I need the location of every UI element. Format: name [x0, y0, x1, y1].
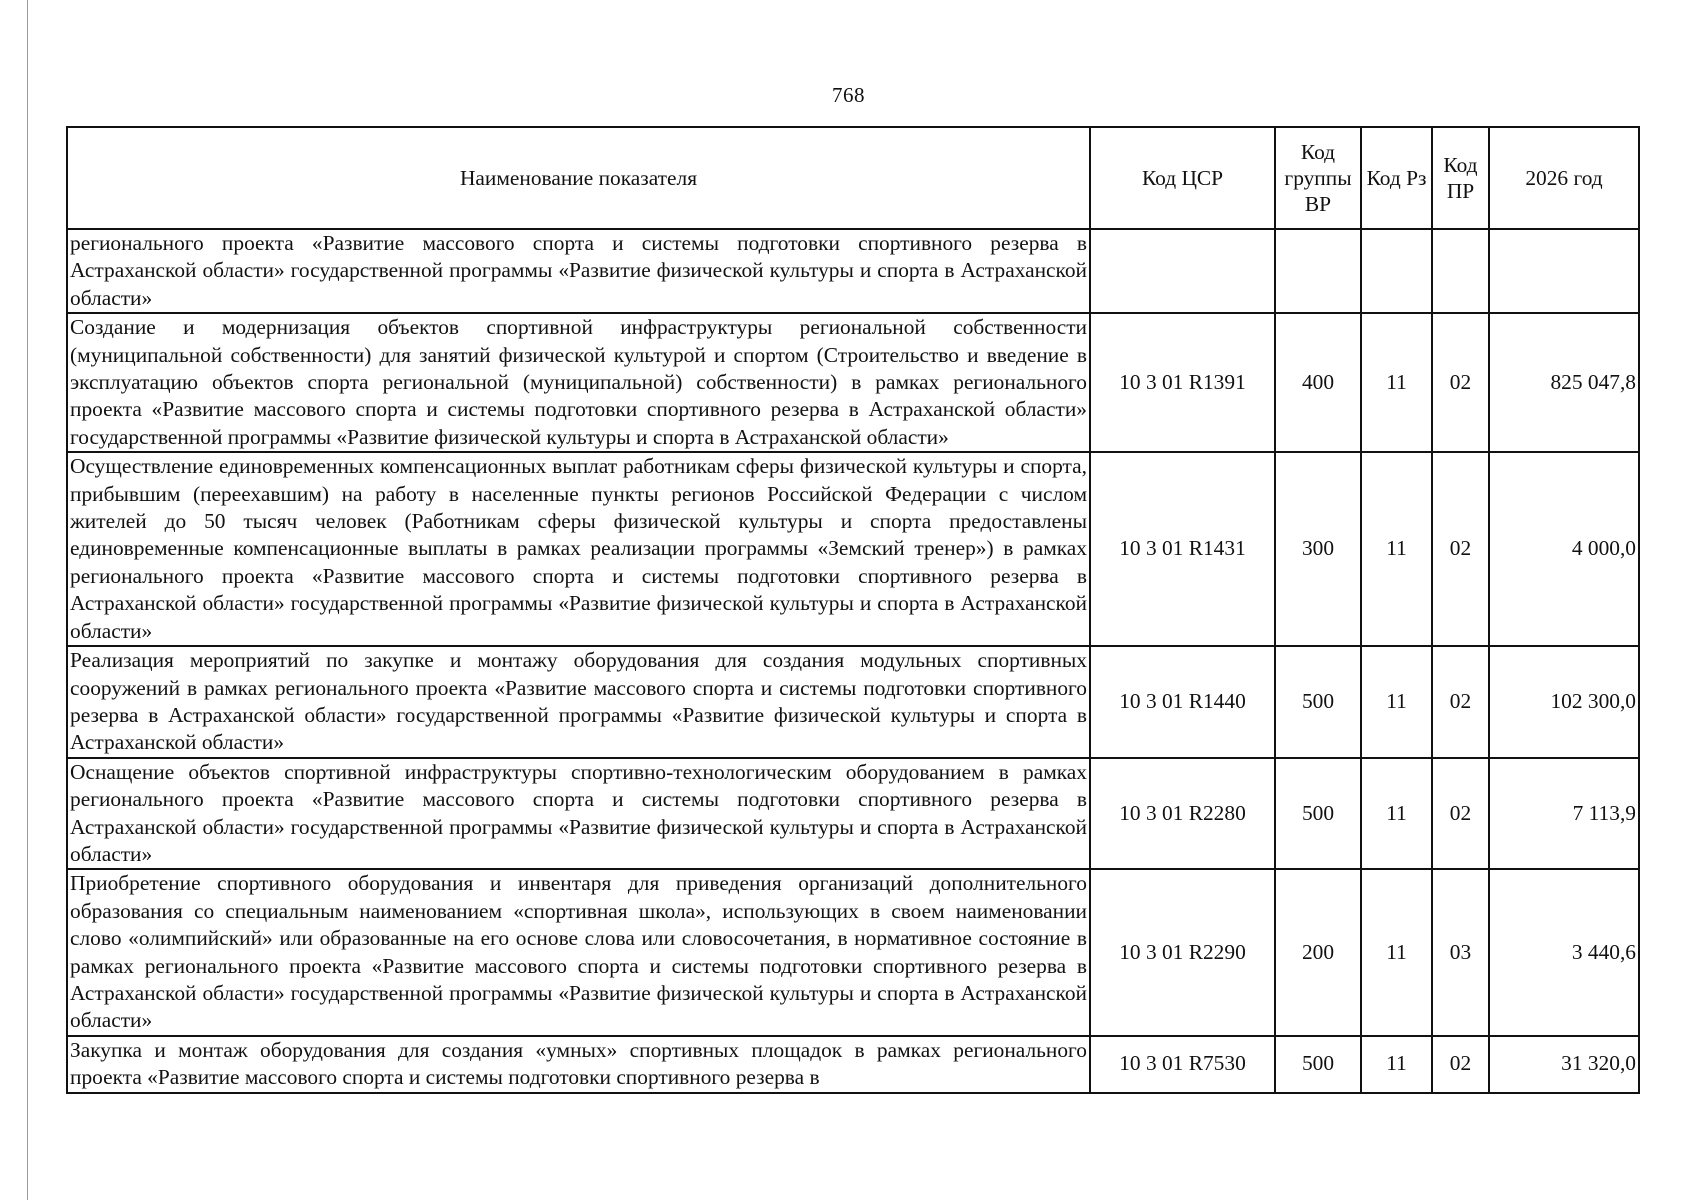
row-vr-cell [1275, 229, 1361, 313]
table-row [67, 229, 1639, 313]
row-pr-cell: 02 [1432, 313, 1489, 452]
row-vr-cell: 400 [1275, 313, 1361, 452]
row-csr-cell: 10 3 01 R1391 [1090, 313, 1275, 452]
row-rz-cell: 11 [1361, 646, 1432, 758]
budget-table [66, 126, 1640, 1094]
row-rz-cell: 11 [1361, 452, 1432, 646]
header-year-2026: 2026 год [1489, 127, 1639, 229]
header-pr-code: Код ПР [1432, 127, 1489, 229]
row-rz-cell: 11 [1361, 1036, 1432, 1093]
table-header-row [67, 127, 1639, 229]
row-amount-cell: 7 113,9 [1489, 758, 1639, 870]
row-vr-cell: 500 [1275, 646, 1361, 758]
row-rz-cell: 11 [1361, 869, 1432, 1035]
row-rz-cell [1361, 229, 1432, 313]
row-vr-cell: 500 [1275, 758, 1361, 870]
row-pr-cell: 03 [1432, 869, 1489, 1035]
row-csr-cell: 10 3 01 R2280 [1090, 758, 1275, 870]
row-rz-cell: 11 [1361, 758, 1432, 870]
table-row [67, 646, 1639, 758]
table-row [67, 313, 1639, 452]
row-amount-cell: 3 440,6 [1489, 869, 1639, 1035]
row-amount-cell: 825 047,8 [1489, 313, 1639, 452]
row-pr-cell [1432, 229, 1489, 313]
table-row [67, 1036, 1639, 1093]
row-name-cell: Оснащение объектов спортивной инфраструктуры спортивно-технологическим оборудованием в рамках регионального проекта «Развитие массового спорта и системы подготовки спортивного резерва в Астраханской области» государственной программы «Развитие физической культуры и спорта в Астраханской области» [67, 758, 1090, 870]
row-name-cell: Создание и модернизация объектов спортивной инфраструктуры региональной собственности (муниципальной собственности) для занятий физической культурой и спортом (Строительство и введение в эксплуатацию объектов спорта региональной (муниципальной) собственности) в рамках регионального проекта «Развитие массового спорта и системы подготовки спортивного резерва в Астраханской области» государственной программы «Развитие физической культуры и спорта в Астраханской области» [67, 313, 1090, 452]
header-rz-code: Код Рз [1361, 127, 1432, 229]
row-name-cell: Закупка и монтаж оборудования для создания «умных» спортивных площадок в рамках регионального проекта «Развитие массового спорта и системы подготовки спортивного резерва в [67, 1036, 1090, 1093]
table-row [67, 758, 1639, 870]
header-csr-code: Код ЦСР [1090, 127, 1275, 229]
header-vr-group-code: Код группы ВР [1275, 127, 1361, 229]
row-pr-cell: 02 [1432, 758, 1489, 870]
row-vr-cell: 500 [1275, 1036, 1361, 1093]
row-pr-cell: 02 [1432, 646, 1489, 758]
row-amount-cell: 4 000,0 [1489, 452, 1639, 646]
row-name-cell: Осуществление единовременных компенсационных выплат работникам сферы физической культуры и спорта, прибывшим (переехавшим) на работу в населенные пункты регионов Российской Федерации с числом жителей до 50 тысяч человек (Работникам сферы физической культуры и спорта предоставлены единовременные компенсационные выплаты в рамках реализации программы «Земский тренер») в рамках регионального проекта «Развитие массового спорта и системы подготовки спортивного резерва в Астраханской области» государственной программы «Развитие физической культуры и спорта в Астраханской области» [67, 452, 1090, 646]
row-csr-cell [1090, 229, 1275, 313]
row-csr-cell: 10 3 01 R2290 [1090, 869, 1275, 1035]
row-name-cell: Приобретение спортивного оборудования и инвентаря для приведения организаций дополнительного образования со специальным наименованием «спортивная школа», использующих в своем наименовании слово «олимпийский» или образованные на его основе слова или словосочетания, в нормативное состояние в рамках регионального проекта «Развитие массового спорта и системы подготовки спортивного резерва в Астраханской области» государственной программы «Развитие физической культуры и спорта в Астраханской области» [67, 869, 1090, 1035]
row-vr-cell: 300 [1275, 452, 1361, 646]
row-amount-cell: 102 300,0 [1489, 646, 1639, 758]
table-row [67, 452, 1639, 646]
row-rz-cell: 11 [1361, 313, 1432, 452]
row-csr-cell: 10 3 01 R1440 [1090, 646, 1275, 758]
row-pr-cell: 02 [1432, 1036, 1489, 1093]
row-vr-cell: 200 [1275, 869, 1361, 1035]
table-row [67, 869, 1639, 1035]
row-csr-cell: 10 3 01 R7530 [1090, 1036, 1275, 1093]
row-name-cell: регионального проекта «Развитие массового спорта и системы подготовки спортивного резерва в Астраханской области» государственной программы «Развитие физической культуры и спорта в Астраханской области» [67, 229, 1090, 313]
row-amount-cell [1489, 229, 1639, 313]
page-binding-line [27, 0, 28, 1200]
row-pr-cell: 02 [1432, 452, 1489, 646]
page-number: 768 [832, 83, 865, 107]
row-csr-cell: 10 3 01 R1431 [1090, 452, 1275, 646]
row-name-cell: Реализация мероприятий по закупке и монтажу оборудования для создания модульных спортивных сооружений в рамках регионального проекта «Развитие массового спорта и системы подготовки спортивного резерва в Астраханской области» государственной программы «Развитие физической культуры и спорта в Астраханской области» [67, 646, 1090, 758]
header-name: Наименование показателя [67, 127, 1090, 229]
row-amount-cell: 31 320,0 [1489, 1036, 1639, 1093]
